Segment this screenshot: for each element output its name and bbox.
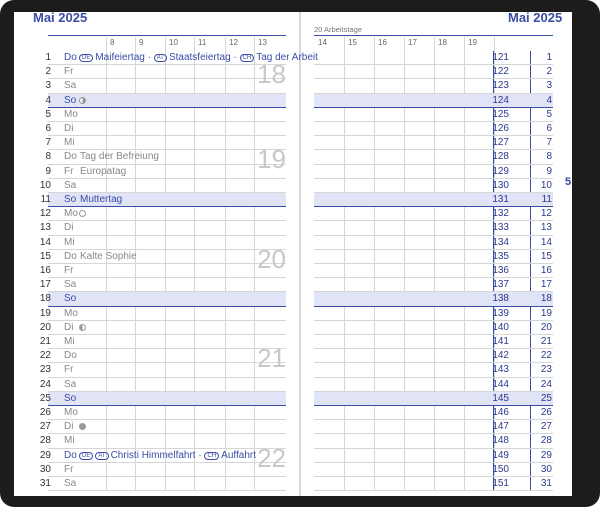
day-row-right[interactable] [314, 165, 553, 179]
day-number: 22 [39, 350, 51, 362]
day-number-right: 12 [540, 208, 552, 220]
weekday-label: Fr [64, 364, 74, 376]
day-number: 30 [39, 463, 51, 475]
day-number: 3 [45, 80, 51, 92]
day-of-year: 149 [492, 449, 509, 461]
day-number: 16 [39, 265, 51, 276]
weekday-label: Do [64, 250, 77, 262]
day-row-right[interactable] [314, 449, 553, 463]
moon-phase-icon [79, 324, 86, 331]
weekday-label: Fr [64, 66, 74, 78]
day-row[interactable] [39, 221, 286, 235]
weekday-label: Fr [64, 463, 74, 475]
day-row[interactable] [39, 321, 286, 335]
day-row[interactable] [39, 207, 286, 221]
day-note: Europatag [80, 165, 127, 177]
day-row[interactable] [45, 122, 286, 136]
day-of-year: 141 [492, 336, 509, 347]
day-number-right: 9 [546, 165, 552, 177]
day-of-year: 133 [492, 222, 509, 234]
day-row-right[interactable] [314, 51, 553, 65]
day-row-right[interactable] [314, 179, 553, 193]
holiday-name: Maifeiertag · [95, 52, 154, 63]
day-number: 7 [45, 137, 51, 149]
day-of-year: 121 [492, 52, 509, 63]
hour-label-left: 11 [198, 38, 207, 47]
day-number: 25 [39, 392, 51, 404]
day-number: 24 [39, 378, 51, 390]
day-of-year: 127 [492, 137, 509, 149]
day-number-right: 17 [540, 279, 552, 291]
day-number: 20 [39, 321, 51, 333]
weekday-label: Fr [64, 265, 74, 276]
day-number: 27 [39, 421, 51, 433]
hour-label-right: 19 [468, 38, 477, 47]
day-row-right[interactable] [314, 335, 553, 349]
day-row-right[interactable] [314, 250, 553, 264]
day-row-right[interactable] [314, 207, 553, 221]
day-row-right[interactable] [314, 363, 553, 377]
row-rule [314, 490, 553, 491]
day-row-right[interactable] [314, 378, 553, 392]
weekday-label: Di [64, 321, 74, 333]
holiday-name: Staatsfeiertag · [168, 52, 240, 63]
holiday-label [79, 450, 256, 461]
day-number-right: 21 [540, 336, 552, 347]
day-number: 10 [39, 179, 51, 191]
day-row-right[interactable] [314, 108, 553, 122]
day-row[interactable] [45, 108, 286, 122]
moon-phase-icon [79, 423, 86, 430]
day-of-year: 143 [492, 364, 509, 376]
day-row-right[interactable] [314, 150, 553, 164]
day-row[interactable] [39, 378, 286, 392]
day-number: 26 [39, 407, 51, 418]
day-row-right[interactable] [314, 307, 553, 321]
day-of-year: 131 [492, 194, 509, 205]
month-tab[interactable]: 5 [565, 176, 572, 188]
weekday-label: Sa [64, 179, 77, 191]
hour-label-left: 9 [139, 38, 144, 47]
day-note: Kalte Sophie [80, 250, 137, 262]
day-of-year: 142 [492, 350, 509, 362]
day-row[interactable] [39, 179, 286, 193]
day-of-year: 129 [492, 165, 509, 177]
weekday-label: Sa [64, 279, 77, 291]
day-number-right: 13 [540, 222, 552, 234]
day-row-right[interactable] [314, 463, 553, 477]
week-number: 18 [257, 59, 286, 90]
day-row-right[interactable] [314, 264, 553, 278]
day-number-right: 16 [540, 265, 552, 276]
day-row[interactable] [45, 94, 286, 108]
weekday-label: Do [64, 350, 77, 362]
day-number-right: 14 [540, 236, 552, 248]
day-number: 17 [39, 279, 51, 291]
hour-label-right: 17 [408, 38, 417, 47]
day-number: 29 [39, 449, 51, 461]
day-number-right: 29 [540, 449, 552, 461]
day-number-right: 31 [540, 478, 552, 489]
weekday-label: Sa [64, 378, 77, 390]
day-row[interactable] [39, 292, 286, 306]
week-number: 21 [257, 343, 286, 374]
day-number: 18 [39, 293, 51, 305]
day-number-right: 22 [540, 350, 552, 362]
holiday-name: Christi Himmelfahrt · [110, 449, 205, 461]
day-number: 23 [39, 364, 51, 376]
weekday-label: Mi [64, 435, 75, 447]
hour-label-left: 12 [229, 38, 238, 47]
weekday-label: So [64, 94, 77, 106]
day-number: 13 [39, 222, 51, 234]
day-number-right: 3 [546, 80, 552, 92]
day-of-year: 123 [492, 80, 509, 92]
weekday-label: Mo [64, 208, 78, 220]
day-number-right: 8 [546, 151, 552, 163]
day-number-right: 26 [540, 407, 552, 418]
day-of-year: 122 [492, 66, 509, 78]
day-number: 15 [39, 250, 51, 262]
day-number-right: 2 [546, 66, 552, 78]
weekday-label: Sa [64, 80, 77, 92]
day-row[interactable] [39, 307, 286, 321]
day-row[interactable] [39, 392, 286, 406]
day-row-right[interactable] [314, 420, 553, 434]
day-number-right: 24 [540, 378, 552, 390]
weekday-label: Mo [64, 108, 78, 120]
right-header-rule [314, 35, 553, 36]
hour-label-right: 18 [438, 38, 447, 47]
day-row-right[interactable] [314, 122, 553, 136]
hour-label-right: 16 [378, 38, 387, 47]
day-number: 6 [45, 123, 51, 134]
week-number: 22 [257, 442, 286, 473]
day-number: 14 [39, 236, 51, 248]
day-of-year: 148 [492, 435, 509, 447]
day-of-year: 134 [492, 236, 509, 248]
day-number-right: 18 [540, 293, 552, 305]
day-number: 1 [45, 52, 51, 63]
day-number: 2 [45, 66, 51, 78]
day-number-right: 30 [540, 463, 552, 475]
day-number-right: 20 [540, 321, 552, 333]
workdays-count: 20 Arbeitstage [314, 25, 362, 34]
day-row-right[interactable] [314, 65, 553, 79]
weekday-label: Do [64, 52, 77, 63]
day-row[interactable] [39, 477, 286, 491]
hour-label-left: 13 [258, 38, 267, 47]
day-row-right[interactable] [314, 193, 553, 207]
day-of-year: 125 [492, 108, 509, 120]
day-number: 9 [45, 165, 51, 177]
day-row[interactable] [39, 420, 286, 434]
weekday-label: Mi [64, 137, 75, 149]
day-of-year: 126 [492, 123, 509, 134]
day-of-year: 137 [492, 279, 509, 291]
page-gutter [299, 12, 301, 496]
day-row-right[interactable] [314, 278, 553, 292]
day-number: 5 [45, 108, 51, 120]
weekday-label: Di [64, 222, 74, 234]
weekday-label: Sa [64, 478, 77, 489]
day-row-right[interactable] [314, 236, 553, 250]
day-of-year: 139 [492, 307, 509, 319]
day-number: 12 [39, 208, 51, 220]
day-number-right: 5 [546, 108, 552, 120]
day-of-year: 132 [492, 208, 509, 220]
day-of-year: 136 [492, 265, 509, 276]
day-row-right[interactable] [314, 136, 553, 150]
day-number: 21 [39, 336, 51, 347]
holiday-region-icon: AT [154, 54, 167, 62]
holiday-name: Auffahrt [221, 449, 256, 461]
weekday-label: Di [64, 421, 74, 433]
day-of-year: 135 [492, 250, 509, 262]
weekday-label: Mi [64, 336, 75, 347]
day-of-year: 151 [492, 478, 509, 489]
day-number-right: 1 [546, 52, 552, 63]
day-number-right: 4 [546, 94, 552, 106]
day-of-year: 150 [492, 463, 509, 475]
day-number: 19 [39, 307, 51, 319]
weekday-label: Di [64, 123, 74, 134]
day-of-year: 138 [492, 293, 509, 305]
weekday-label: Fr [64, 165, 74, 177]
day-of-year: 147 [492, 421, 509, 433]
day-number-right: 6 [546, 123, 552, 134]
day-note: Tag der Befreiung [80, 151, 159, 163]
hour-label-right: 15 [348, 38, 357, 47]
day-row-right[interactable] [314, 434, 553, 448]
weekday-label: Mo [64, 407, 78, 418]
day-number: 28 [39, 435, 51, 447]
week-number: 20 [257, 243, 286, 274]
day-row-right[interactable] [314, 406, 553, 420]
day-of-year: 140 [492, 321, 509, 333]
left-month-title: Mai 2025 [33, 10, 88, 25]
day-row-right[interactable] [314, 79, 553, 93]
day-of-year: 145 [492, 392, 509, 404]
day-row[interactable] [39, 278, 286, 292]
holiday-region-icon: DE [79, 54, 93, 62]
day-number: 8 [45, 151, 51, 163]
weekday-label: Do [64, 449, 77, 461]
day-note: Muttertag [80, 194, 123, 205]
day-number-right: 7 [546, 137, 552, 149]
left-header-rule [48, 35, 286, 36]
day-row[interactable] [40, 193, 286, 207]
hour-label-right: 14 [318, 38, 327, 47]
day-number-right: 25 [540, 392, 552, 404]
day-row-right[interactable] [314, 392, 553, 406]
day-row[interactable] [39, 406, 286, 420]
hour-label-left: 8 [110, 38, 115, 47]
day-of-year: 144 [492, 378, 509, 390]
holiday-region-icon: CH [240, 54, 255, 62]
day-row-right[interactable] [314, 349, 553, 363]
day-row-right[interactable] [314, 292, 553, 306]
week-number: 19 [257, 144, 286, 175]
day-of-year: 124 [492, 94, 509, 106]
day-row-right[interactable] [314, 94, 553, 108]
holiday-name: Tag der Arbeit [256, 52, 318, 63]
day-of-year: 130 [492, 179, 509, 191]
day-number-right: 28 [540, 435, 552, 447]
row-rule [48, 490, 286, 491]
day-number: 4 [45, 94, 51, 106]
day-number-right: 27 [540, 421, 552, 433]
day-number-right: 23 [540, 364, 552, 376]
day-number-right: 19 [540, 307, 552, 319]
weekday-label: Mo [64, 307, 78, 319]
day-row-right[interactable] [314, 477, 553, 491]
holiday-region-icon: DE [79, 452, 93, 460]
day-number: 11 [40, 194, 51, 205]
weekday-label: Do [64, 151, 77, 163]
hour-label-left: 10 [169, 38, 178, 47]
weekday-label: So [64, 392, 77, 404]
day-of-year: 128 [492, 151, 509, 163]
holiday-region-icon: AT [95, 452, 108, 460]
right-month-title: Mai 2025 [508, 10, 563, 25]
weekday-label: So [64, 194, 77, 205]
day-of-year: 146 [492, 407, 509, 418]
moon-phase-icon [79, 210, 86, 217]
weekday-label: Mi [64, 236, 75, 248]
holiday-region-icon: CH [204, 452, 219, 460]
day-number-right: 11 [541, 194, 552, 205]
day-row-right[interactable] [314, 321, 553, 335]
moon-phase-icon [79, 97, 86, 104]
day-number-right: 15 [540, 250, 552, 262]
day-number-right: 10 [540, 179, 552, 191]
day-number: 31 [39, 478, 51, 489]
weekday-label: So [64, 293, 77, 305]
day-row-right[interactable] [314, 221, 553, 235]
